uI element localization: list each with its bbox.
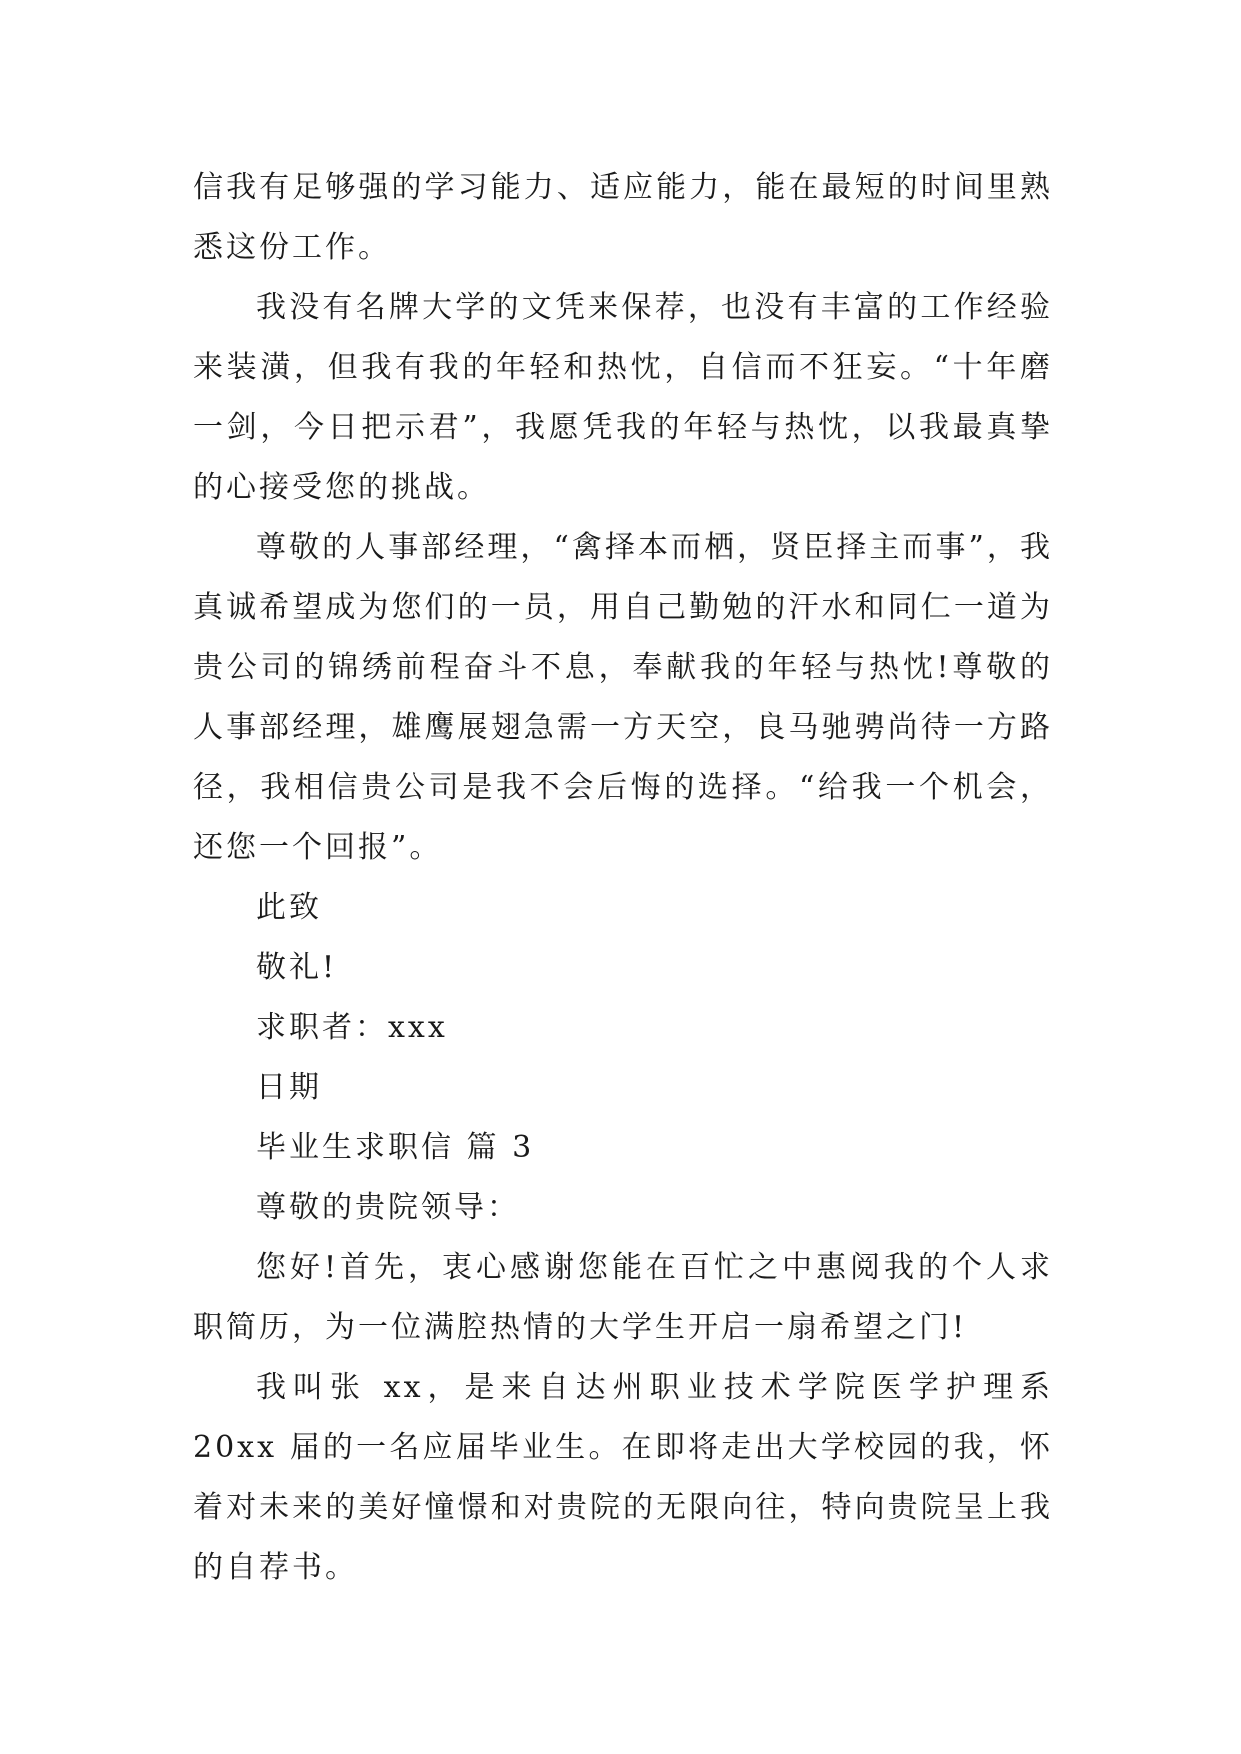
paragraph-thanks: 您好!首先，衷心感谢您能在百忙之中惠阅我的个人求职简历，为一位满腔热情的大学生开启一扇希望之门! <box>193 1250 1053 1345</box>
paragraph-no-degree: 我没有名牌大学的文凭来保荐，也没有丰富的工作经验来装潢，但我有我的年轻和热忱，自信而不狂妄。“十年磨一剑，今日把示君”，我愿凭我的年轻与热忱，以我最真挚的心接受您的挑战。 <box>193 290 1053 505</box>
document-body <box>193 158 1053 1598</box>
letter-greeting: 尊敬的贵院领导： <box>256 1190 520 1225</box>
date-line: 日期 <box>256 1070 322 1105</box>
section-title: 毕业生求职信 篇 3 <box>256 1130 535 1165</box>
applicant-signature: 求职者：xxx <box>256 1010 448 1045</box>
paragraph-continuation: 信我有足够强的学习能力、适应能力，能在最短的时间里熟悉这份工作。 <box>193 170 1053 265</box>
paragraph-introduction: 我叫张 xx，是来自达州职业技术学院医学护理系 20xx 届的一名应届毕业生。在即将走出大学校园的我，怀着对未来的美好憧憬和对贵院的无限向往，特向贵院呈上我的自荐书。 <box>193 1370 1053 1585</box>
paragraph-hr-manager: 尊敬的人事部经理，“禽择本而栖，贤臣择主而事”，我真诚希望成为您们的一员，用自己勤勉的汗水和同仁一道为贵公司的锦绣前程奋斗不息，奉献我的年轻与热忱!尊敬的人事部经理，雄鹰展翅急需一方天空，良马驰骋尚待一方路径，我相信贵公司是我不会后悔的选择。“给我一个机会，还您一个回报”。 <box>193 530 1053 865</box>
closing-regards: 敬礼! <box>256 950 338 985</box>
closing-salutation: 此致 <box>256 890 322 925</box>
